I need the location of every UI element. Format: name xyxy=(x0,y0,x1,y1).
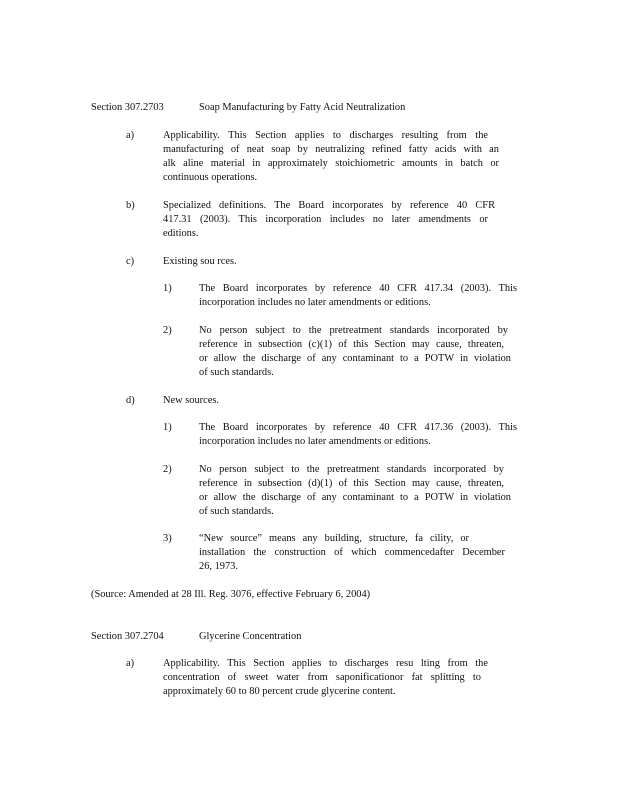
paragraph-line: or allow the discharge of any contaminant to a POTW in violation xyxy=(199,492,511,503)
subsection-label: c) xyxy=(126,256,135,267)
item-label: 2) xyxy=(163,325,172,336)
paragraph-line: of such standards. xyxy=(199,506,274,517)
paragraph-line: incorporation includes no later amendments or editions. xyxy=(199,436,431,447)
subsection-label: a) xyxy=(126,130,135,141)
paragraph-line: The Board incorporates by reference 40 CFR 417.36 (2003). This xyxy=(199,422,517,433)
paragraph-line: installation the construction of which commencedafter December xyxy=(199,547,505,558)
paragraph-line: reference in subsection (d)(1) of this Section may cause, threaten, xyxy=(199,478,504,489)
paragraph-line: approximately 60 to 80 percent crude glycerine content. xyxy=(163,686,396,697)
paragraph-line: 26, 1973. xyxy=(199,561,238,572)
item-label: 2) xyxy=(163,464,172,475)
subsection-heading: Existing sou rces. xyxy=(163,256,237,267)
source-note: (Source: Amended at 28 Ill. Reg. 3076, effective February 6, 2004) xyxy=(91,589,371,600)
item-label: 3) xyxy=(163,533,172,544)
paragraph-line: No person subject to the pretreatment standards incorporated by xyxy=(199,325,508,336)
paragraph-line: or allow the discharge of any contaminant to a POTW in violation xyxy=(199,353,511,364)
paragraph-line: reference in subsection (c)(1) of this Section may cause, threaten, xyxy=(199,339,504,350)
paragraph-line: Specialized definitions. The Board incorporates by reference 40 CFR xyxy=(163,200,495,211)
paragraph-line: continuous operations. xyxy=(163,172,258,183)
section-title: Soap Manufacturing by Fatty Acid Neutralization xyxy=(199,102,406,113)
section-title: Glycerine Concentration xyxy=(199,631,302,642)
subsection-label: b) xyxy=(126,200,135,211)
paragraph-line: concentration of sweet water from saponificationor fat splitting to xyxy=(163,672,481,683)
paragraph-line: of such standards. xyxy=(199,367,274,378)
section-number: Section 307.2703 xyxy=(91,102,164,113)
paragraph-line: The Board incorporates by reference 40 CFR 417.34 (2003). This xyxy=(199,283,517,294)
paragraph-line: “New source” means any building, structure, fa cility, or xyxy=(199,533,469,544)
paragraph-line: Applicability. This Section applies to discharges resulting from the xyxy=(163,130,488,141)
item-label: 1) xyxy=(163,422,172,433)
paragraph-line: manufacturing of neat soap by neutralizing refined fatty acids with an xyxy=(163,144,499,155)
paragraph-line: alk aline material in approximately stoichiometric amounts in batch or xyxy=(163,158,499,169)
paragraph-line: 417.31 (2003). This incorporation includes no later amendments or xyxy=(163,214,488,225)
subsection-label: d) xyxy=(126,395,135,406)
paragraph-line: Applicability. This Section applies to discharges resu lting from the xyxy=(163,658,488,669)
paragraph-line: No person subject to the pretreatment standards incorporated by xyxy=(199,464,504,475)
subsection-heading: New sources. xyxy=(163,395,219,406)
paragraph-line: editions. xyxy=(163,228,199,239)
item-label: 1) xyxy=(163,283,172,294)
paragraph-line: incorporation includes no later amendments or editions. xyxy=(199,297,431,308)
subsection-label: a) xyxy=(126,658,135,669)
section-number: Section 307.2704 xyxy=(91,631,164,642)
